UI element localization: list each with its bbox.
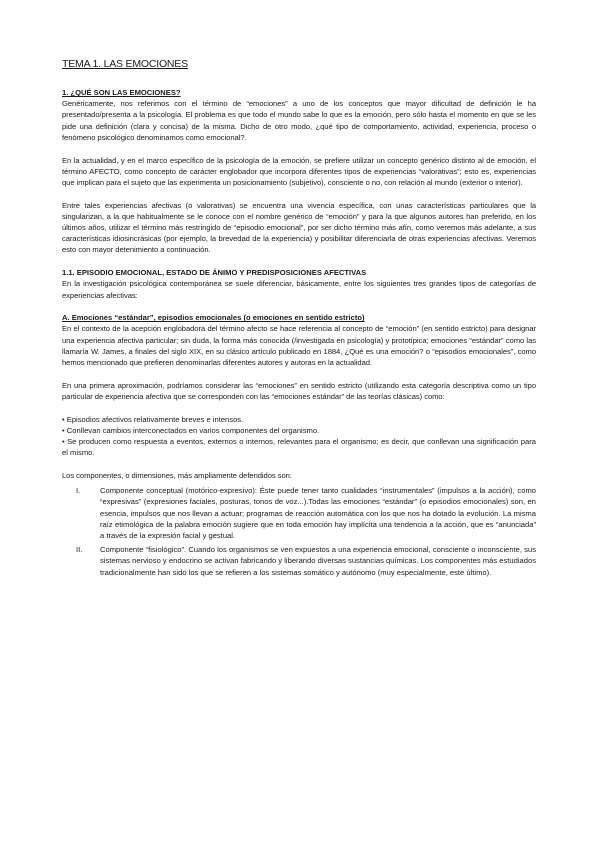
list-item-text: Componente “fisiológico”. Cuando los organismos se ven expuestos a una experiencia emocional, consciente o inconsciente, sus sistemas nervioso y endocrino se activan fabricando y liberando diversas sustancias químicas. Los componentes más estudiados tradicionalmente han sido los que se refieren a los sistemas somático y autónomo (muy especialmente, este último). — [100, 545, 536, 577]
list-item: • Se producen como respuesta a eventos, externos o internos, relevantes para el organismo; es decir, que conllevan una significación para el mismo. — [62, 437, 536, 458]
list-item: • Episodios afectivos relativamente breves e intensos. — [62, 414, 244, 424]
document-page — [62, 58, 536, 581]
list-item-text: Componente conceptual (motórico-expresivo): Éste puede tener tanto cualidades “instrumentales” (impulsos a la acción), como “expresivas” (expresiones faciales, posturas, tonos de voz...).Todas las emociones “estándar” (o episodios emocionales) son, en esencia, impulsos que nos llevan a actuar; programas de reacción automática con los que nos ha dotado la evolución. La misma raíz etimológica de la palabra emoción sugiere que en toda emoción hay implícita una tendencia a la acción, que es “anunciada” a través de la expresión facial y gestual. — [100, 486, 536, 540]
list-item — [62, 485, 536, 541]
list-item: • Conllevan cambios interconectados en varios componentes del organismo. — [62, 425, 320, 435]
section-1-paragraph-1: Genéricamente, nos referimos con el término de “emociones” a uno de los conceptos que mayor dificultad de definición le ha presentado/presenta a la psicología. El problema es que todo el mundo sabe lo que es la emoción, pero sólo hasta el momento en que se les pide una definición (clara y concisa) de la misma. Dicho de otro modo, ¿qué tipo de comportamiento, actividad, experiencia, proceso o fenómeno psicológico denominamos como emocional?. — [62, 99, 536, 142]
section-1-paragraph-2: En la actualidad, y en el marco específico de la psicología de la emoción, se prefiere utilizar un concepto genérico distinto al de emoción, el término AFECTO, como concepto de carácter englobador que incorpora diferentes tipos de experiencias “valorativas”; esto es, experiencias que implican para el sujeto que las experimenta un posicionamiento (subjetivo), consciente o no, con relación al mundo (exterior o interior). — [62, 155, 536, 187]
list-item — [62, 544, 536, 578]
subsection-a-paragraph-2: En una primera aproximación, podríamos considerar las “emociones” en sentido estricto (utilizando esta categoría descriptiva como un tipo particular de experiencia afectiva que se corresponden con las “emociones estándar” de las teorías clásicas) como: — [62, 380, 536, 401]
components-intro: Los componentes, o dimensiones, más ampliamente defendidos son: — [62, 470, 292, 480]
section-1-1-intro: En la investigación psicológica contemporánea se suele diferenciar, básicamente, entre los siguientes tres grandes tipos de categorías de experiencias afectivas: — [62, 279, 536, 300]
list-number: I. — [76, 486, 81, 496]
characteristics-list — [62, 414, 536, 459]
section-1-heading: 1. ¿QUÉ SON LAS EMOCIONES? — [62, 88, 181, 97]
subsection-a-heading: A. Emociones “estándar”, episodios emocionales (o emociones en sentido estricto) — [62, 313, 365, 323]
document-title: TEMA 1. LAS EMOCIONES — [62, 58, 188, 70]
components-list — [62, 485, 536, 578]
list-number: II. — [76, 545, 83, 555]
section-1-1-heading: 1.1. EPISODIO EMOCIONAL, ESTADO DE ÁNIMO Y PREDISPOSICIONES AFECTIVAS — [62, 268, 367, 278]
section-1-paragraph-3: Entre tales experiencias afectivas (o valorativas) se encuentra una vivencia específica, con unas características particulares que la singularizan, a la que habitualmente se le conoce con el nombre genérico de “emoción” y para la que algunos autores han preferido, en los últimos años, utilizar el término más restringido de “episodio emocional”, por ser dicho término más afín, como veremos más adelante, a sus características idiosincrásicas (por ejemplo, la brevedad de la experiencia) y posibilitar diferenciarla de otras experiencias afectivas. Veremos esto con mayor detenimiento a continuación. — [62, 200, 536, 255]
subsection-a-paragraph-1: En el contexto de la acepción englobadora del término afecto se hace referencia al concepto de “emoción” (en sentido estricto) para designar una experiencia afectiva particular; sin duda, la forma más conocida (/investigada en psicología) y prototípica; emociones “estándar” como las llamaría W. James, a finales del siglo XIX, en su clásico artículo publicado en 1884, ¿Qué es una emoción? o “episodios emocionales”, como hemos mencionado que prefieren denominarlas diferentes autores y autoras en la actualidad. — [62, 324, 536, 368]
